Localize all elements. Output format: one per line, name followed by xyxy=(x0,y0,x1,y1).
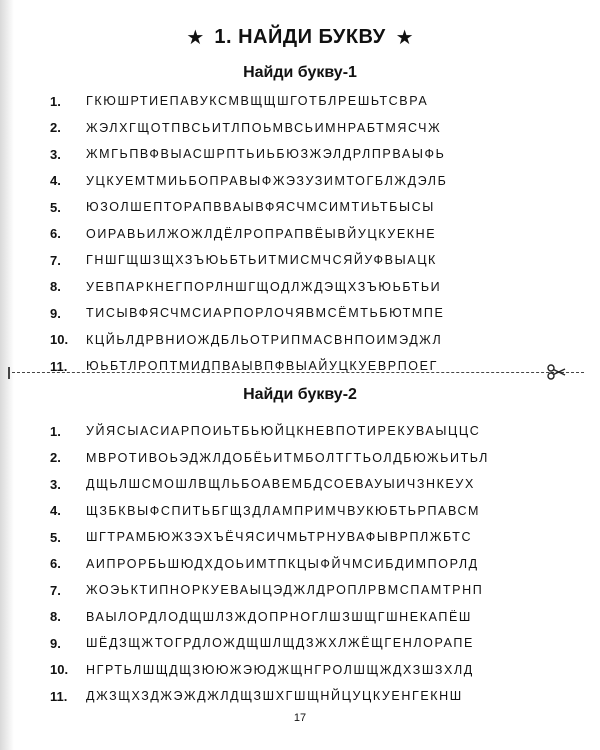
letter-row: УЦКУЕМТМИЬБОПРАВЫФЖЭЗУЗИМТОГБЛЖДЭЛБ xyxy=(86,173,448,188)
row-number: 10. xyxy=(50,662,69,678)
row-number: 8. xyxy=(50,279,61,295)
list-item xyxy=(50,418,489,445)
list-item xyxy=(50,353,447,380)
row-number: 3. xyxy=(50,476,61,492)
page-title-text: 1. НАЙДИ БУКВУ xyxy=(214,26,386,48)
list-item xyxy=(50,630,489,657)
row-number: 3. xyxy=(50,146,61,162)
row-number: 4. xyxy=(50,503,61,519)
letter-row: ЖМГЬПВФВЫАСШРПТЬИЬБЮЗЖЭЛДРЛПРВАЫФЬ xyxy=(86,147,446,162)
letter-row: ДЖЗЩХЗДЖЭЖДЖЛДЩЗШХГШЩНЙЦУЦКУЕНГЕКНШ xyxy=(86,689,463,704)
list-item xyxy=(50,247,447,274)
row-number: 8. xyxy=(50,609,61,625)
row-number: 7. xyxy=(50,582,61,598)
letter-row: ВАЫЛОРДЛОДЩШЛЗЖДОПРНОГЛШЗШЩГШНЕКАПЁШ xyxy=(86,609,472,624)
list-item xyxy=(50,683,489,710)
section-1-rows xyxy=(50,88,447,380)
cut-line xyxy=(12,372,584,373)
section-2-title: Найди букву-2 xyxy=(243,386,357,403)
scissors-icon xyxy=(546,362,566,382)
letter-row: ГКЮШРТИЕПАВУКСМВЩЩШГОТБЛРЕШЬТСВРА xyxy=(86,94,429,109)
list-item xyxy=(50,274,447,301)
list-item xyxy=(50,657,489,684)
list-item xyxy=(50,88,447,115)
list-item xyxy=(50,471,489,498)
row-number: 11. xyxy=(50,358,68,374)
letter-row: ТИСЫВФЯСЧМСИАРПОРЛОЧЯВМСЁМТЬБЮТМПЕ xyxy=(86,306,445,321)
star-right-icon: ★ xyxy=(395,26,414,49)
row-number: 10. xyxy=(50,332,69,348)
list-item xyxy=(50,498,489,525)
letter-row: АИПРОРБЬШЮДХДОЬИМТПКЦЫФЙЧМСИБДИМПОРЛД xyxy=(86,556,479,571)
row-number: 1. xyxy=(50,423,61,439)
list-item xyxy=(50,115,447,142)
letter-row: ЮЗОЛШЕПТОРАПВВАЫВФЯСЧМСИМТИЬТБЫСЫ xyxy=(86,200,435,215)
page-number: 17 xyxy=(293,712,307,724)
page-edge-shadow xyxy=(0,0,14,750)
letter-row: ЖОЭЬКТИПНОРКУЕВАЫЦЭДЖЛДРОПЛРВМСПАМТРНП xyxy=(86,583,484,598)
letter-row: КЦЙЬЛДРВНИОЖДБЛЬОТРИПМАСВНПОИМЭДЖЛ xyxy=(86,332,443,347)
list-item xyxy=(50,577,489,604)
cut-line-start-tick xyxy=(8,367,10,379)
row-number: 9. xyxy=(50,305,61,321)
letter-row: ЮЬБТЛРОПТМИДПВАЫВПФВЫАЙУЦКУЕВРПОЕГ xyxy=(86,359,438,374)
row-number: 9. xyxy=(50,635,61,651)
section-2-rows xyxy=(50,418,489,710)
list-item xyxy=(50,194,447,221)
list-item xyxy=(50,141,447,168)
row-number: 1. xyxy=(50,93,61,109)
list-item xyxy=(50,221,447,248)
letter-row: УЙЯСЫАСИАРПОИЬТБЬЮЙЦКНЕВПОТИРЕКУВАЫЦЦС xyxy=(86,424,481,439)
list-item xyxy=(50,327,447,354)
row-number: 4. xyxy=(50,173,61,189)
letter-row: УЕВПАРКНЕГПОРЛНШГЩОДЛЖДЭЩХЗЪЮЬБТЬИ xyxy=(86,279,442,294)
letter-row: ГНШГЩШЗЩХЗЪЮЬБТЬИТМИСМЧСЯЙУФВЫАЦК xyxy=(86,253,437,268)
letter-row: НГРТЬЛШЩДЩЗЮЮЖЭЮДЖЩНГРОЛШЩЖДХЗШЗХЛД xyxy=(86,662,474,677)
row-number: 2. xyxy=(50,450,61,466)
star-left-icon: ★ xyxy=(186,26,205,49)
letter-row: ЩЗБКВЫФСПИТЬБГЩЗДЛАМПРИМЧВУКЮБТЬРПАВСМ xyxy=(86,503,480,518)
list-item xyxy=(50,551,489,578)
letter-row: ДЩЬЛШСМОШЛВЩЛЬБОАВЕМБДСОЕВАУЫИЧЗНКЕУХ xyxy=(86,477,475,492)
list-item xyxy=(50,168,447,195)
letter-row: ЖЭЛХГЩОТПВСЬИТЛПОЬМВСЬИМНРАБТМЯСЧЖ xyxy=(86,120,442,135)
letter-row: ШЁДЗЩЖТОГРДЛОЖДЩШЛЩДЗЖХЛЖЁЩГЕНЛОРАПЕ xyxy=(86,636,474,651)
row-number: 2. xyxy=(50,120,61,136)
letter-row: ОИРАВЬИЛЖОЖЛДЁЛРОПРАПВЁЫВЙУЦКУЕКНЕ xyxy=(86,226,437,241)
letter-row: ШГТРАМБЮЖЗЭХЪЁЧЯСИЧМЬТРНУВАФЫВРПЛЖБТС xyxy=(86,530,473,545)
row-number: 5. xyxy=(50,529,61,545)
list-item xyxy=(50,524,489,551)
page-title xyxy=(0,26,600,49)
row-number: 5. xyxy=(50,199,61,215)
section-1-title: Найди букву-1 xyxy=(243,64,357,81)
row-number: 6. xyxy=(50,226,61,242)
letter-row: МВРОТИВОЬЭДЖЛДОБЁЬИТМБОЛТГТЬОЛДБЮЖЬИТЬЛ xyxy=(86,450,489,465)
list-item xyxy=(50,604,489,631)
list-item xyxy=(50,445,489,472)
row-number: 6. xyxy=(50,556,61,572)
row-number: 7. xyxy=(50,252,61,268)
row-number: 11. xyxy=(50,688,68,704)
list-item xyxy=(50,300,447,327)
